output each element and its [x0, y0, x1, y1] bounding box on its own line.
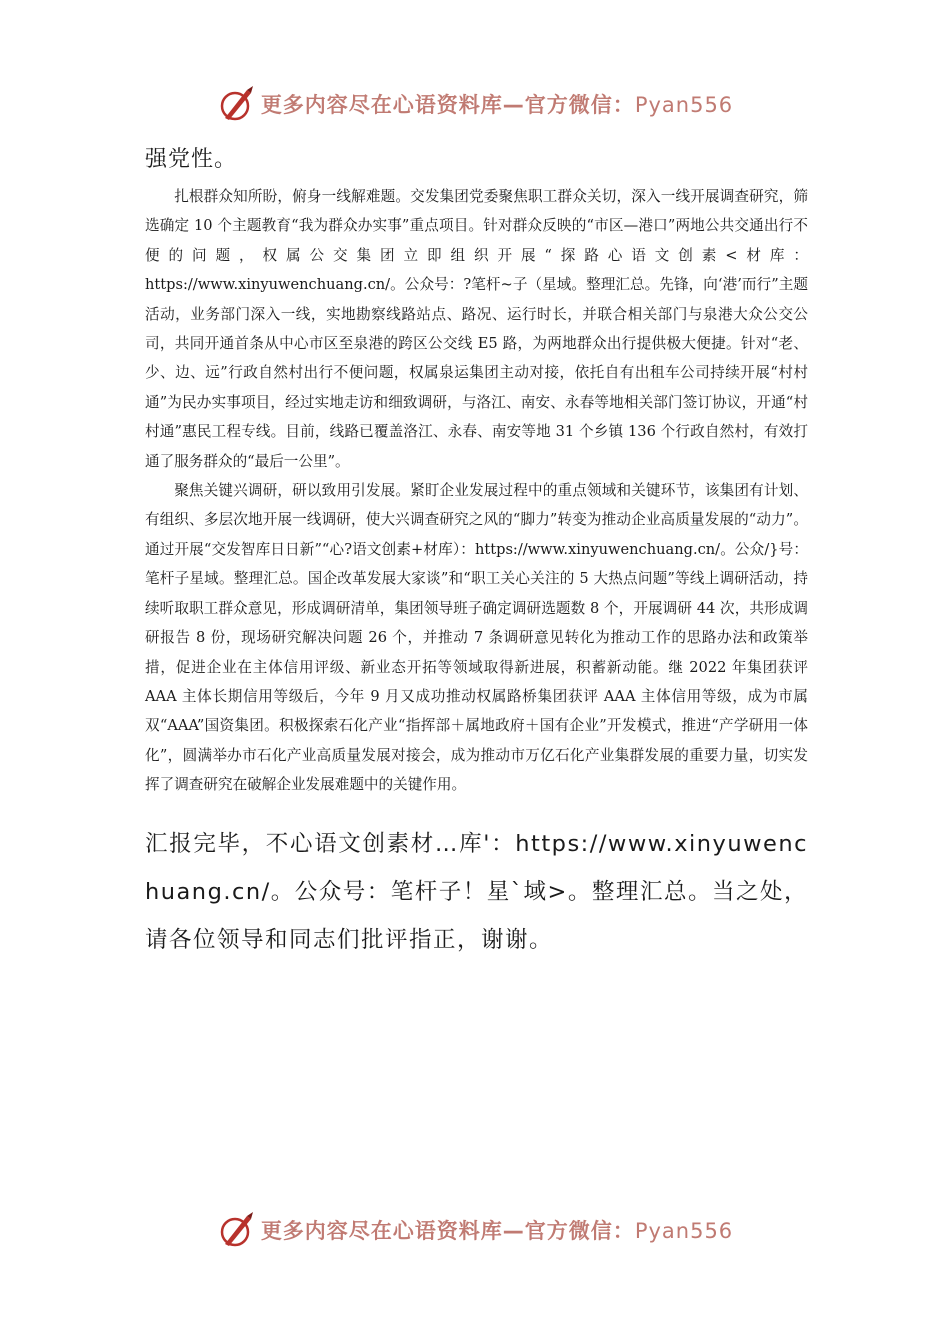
banner-wechat-id: Pyan556: [634, 93, 734, 117]
document-body: [145, 140, 808, 964]
banner-text: 更多内容尽在心语资料库—官方微信：Pyan556: [260, 93, 734, 117]
header-banner: [0, 80, 950, 128]
banner-wechat-id: Pyan556: [634, 1219, 734, 1243]
paragraph-1: 扎根群众知所盼，俯身一线解难题。交发集团党委聚焦职工群众关切，深入一线开展调查研究，筛选确定 10 个主题教育“我为群众办实事”重点项目。针对群众反映的“市区—港口”两地公共交通出行不便的问题，权属公交集团立即组织开展“探路心语文创素<材库：https://www.xinyuwenchuang.cn/。公众号：?笔杆~子（星域。整理汇总。先锋，向‘港’而行”主题活动，业务部门深入一线，实地勘察线路站点、路况、运行时长，并联合相关部门与泉港大众公交公司，共同开通首条从中心市区至泉港的跨区公交线 E5 路，为两地群众出行提供极大便捷。针对“老、少、边、远”行政自然村出行不便问题，权属泉运集团主动对接，依托自有出租车公司持续开展“村村通”为民办实事项目，经过实地走访和细致调研，与洛江、南安、永春等地相关部门签订协议，开通“村村通”惠民工程专线。目前，线路已覆盖洛江、永春、南安等地 31 个乡镇 136 个行政自然村，有效打通了服务群众的“最后一公里”。: [145, 188, 808, 470]
lead-text: 强党性。: [145, 147, 238, 172]
pen-logo-icon: [217, 84, 257, 124]
pen-logo-icon: [217, 1210, 257, 1250]
banner-text: 更多内容尽在心语资料库—官方微信：Pyan556: [260, 1219, 734, 1243]
closing-paragraph: 汇报完毕，不心语文创素材…库'：https://www.xinyuwenchuang.cn/。公众号：笔杆子！星`域>。整理汇总。当之处，请各位领导和同志们批评指正，谢谢。: [145, 830, 808, 953]
paragraph-2: 聚焦关键兴调研，研以致用引发展。紧盯企业发展过程中的重点领域和关键环节，该集团有计划、有组织、多层次地开展一线调研，使大兴调查研究之风的“脚力”转变为推动企业高质量发展的“动力”。通过开展“交发智库日日新”“心?语文创素+材库）：https://www.xinyuwenchuang.cn/。公众/}号：笔杆子星域。整理汇总。国企改革发展大家谈”和“职工关心关注的 5 大热点问题”等线上调研活动，持续听取职工群众意见，形成调研清单，集团领导班子确定调研选题数 8 个，开展调研 44 次，共形成调研报告 8 份，现场研究解决问题 26 个，并推动 7 条调研意见转化为推动工作的思路办法和政策举措，促进企业在主体信用评级、新业态开拓等领域取得新进展，积蓄新动能。继 2022 年集团获评 AAA 主体长期信用等级后，今年 9 月又成功推动权属路桥集团获评 AAA 主体信用等级，成为市属双“AAA”国资集团。积极探索石化产业“指挥部＋属地政府＋国有企业”开发模式，推进“产学研用一体化”，圆满举办市石化产业高质量发展对接会，成为推动市万亿石化产业集群发展的重要力量，切实发挥了调查研究在破解企业发展难题中的关键作用。: [145, 482, 808, 794]
footer-banner: [0, 1206, 950, 1254]
